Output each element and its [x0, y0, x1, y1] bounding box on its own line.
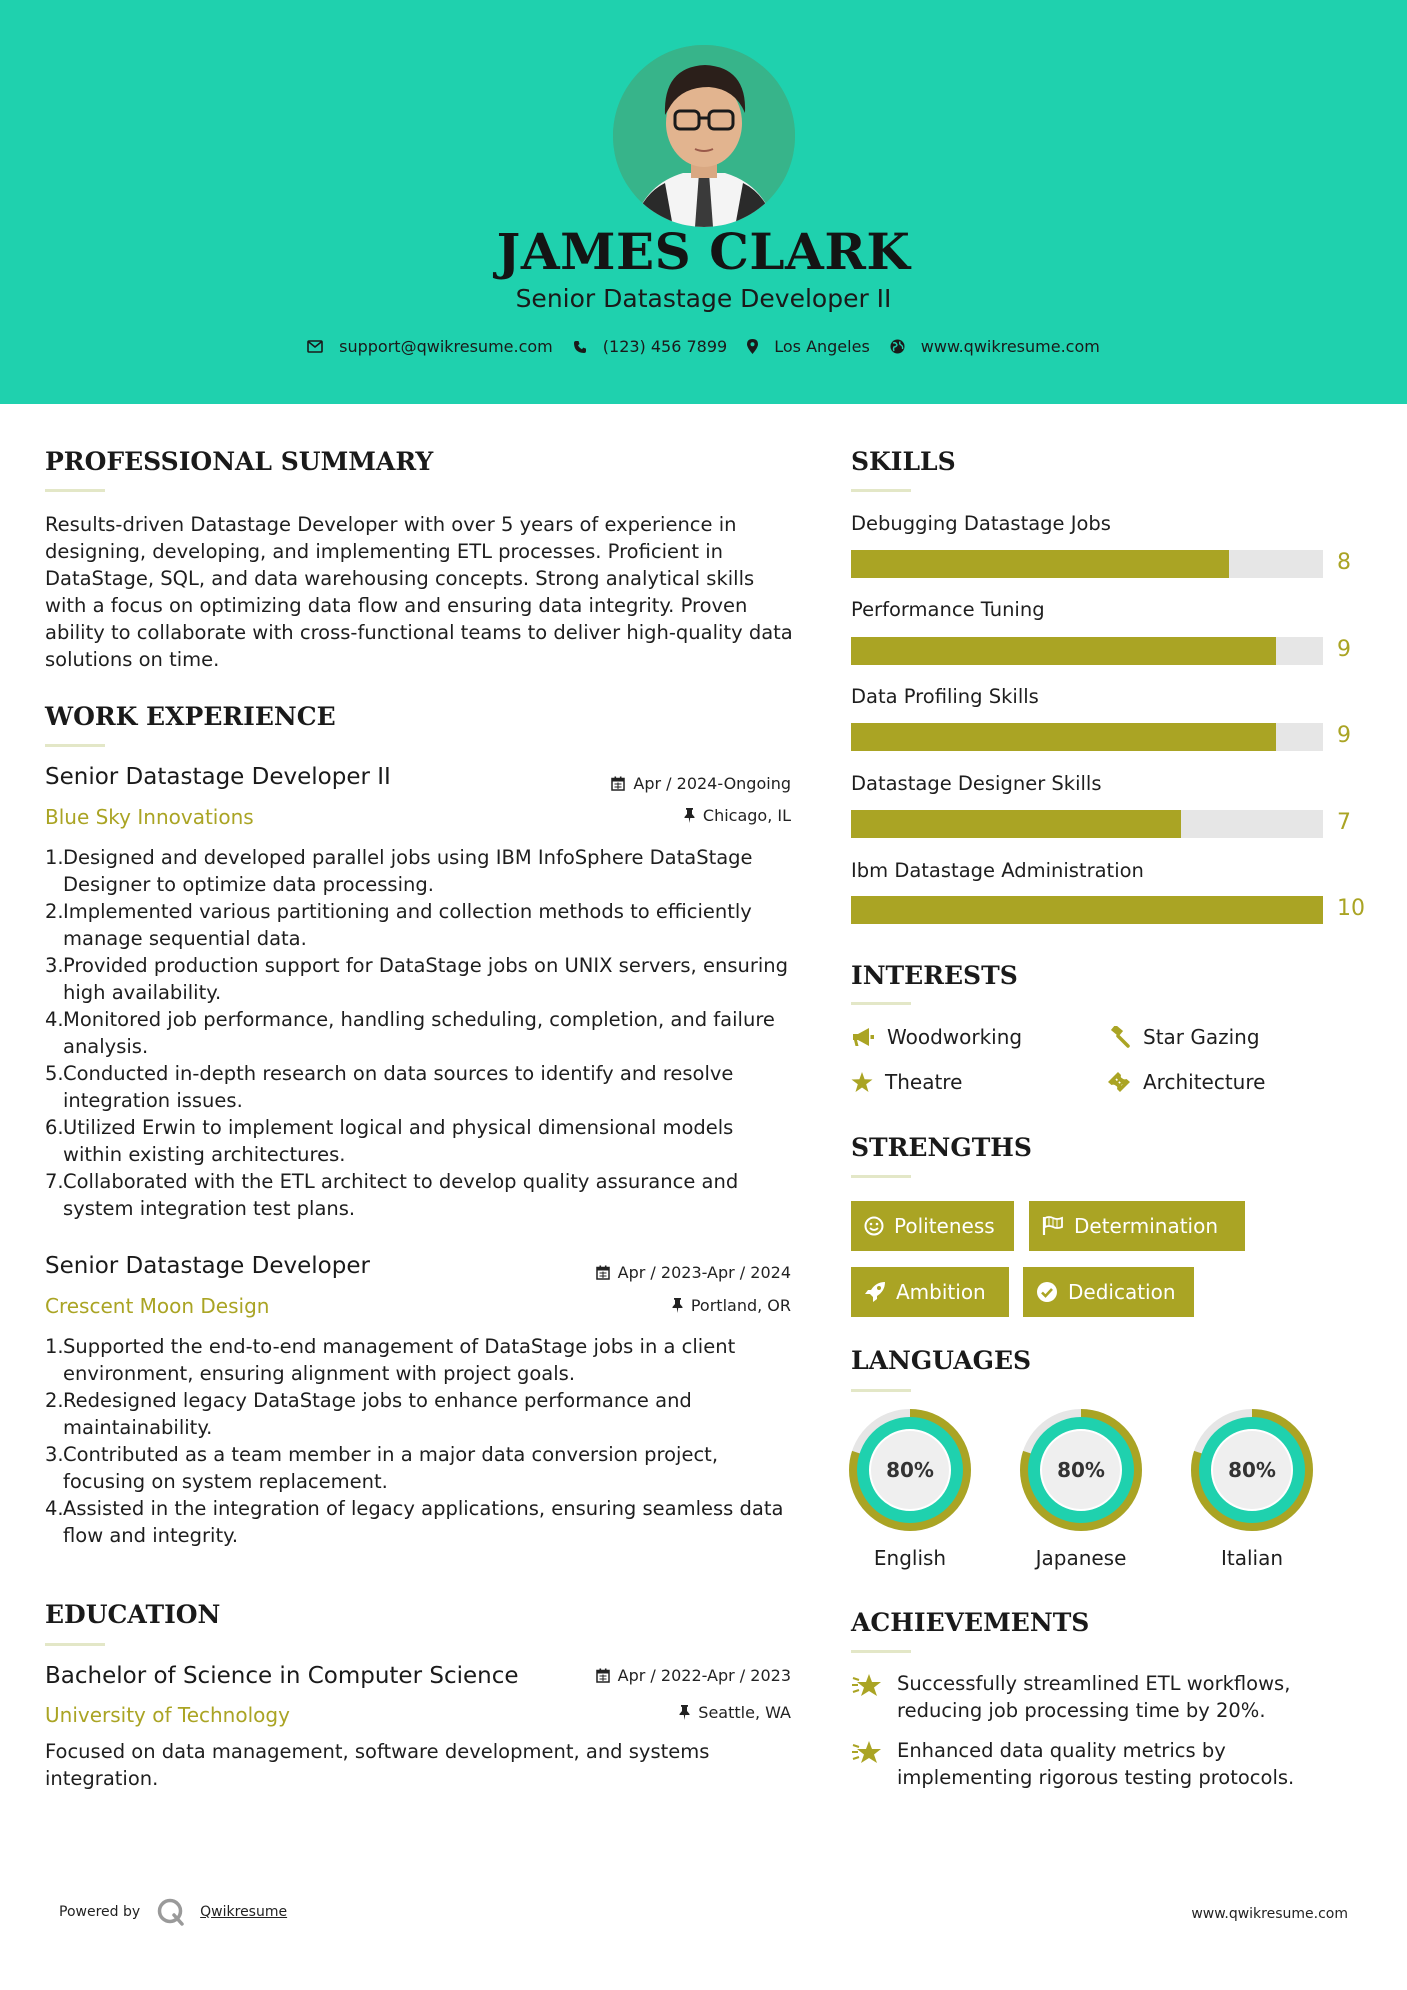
skill-value: 7: [1337, 810, 1351, 835]
calendar-icon: [596, 1265, 610, 1280]
skill-bar: [851, 550, 1323, 578]
education-description: Focused on data management, software development, and systems integration.: [45, 1740, 710, 1790]
map-marker-icon: [747, 339, 758, 354]
skill-value: 8: [1337, 550, 1351, 575]
contact-phone[interactable]: [573, 337, 727, 356]
skills-underline: [851, 489, 911, 492]
skill-bar: [851, 896, 1323, 924]
job-dates: [545, 774, 791, 793]
job-location-text: Chicago, IL: [702, 806, 791, 825]
calendar-icon: [611, 776, 625, 791]
interests-underline: [851, 1002, 911, 1005]
education-underline: [45, 1643, 105, 1646]
smile-icon: [864, 1216, 884, 1236]
list-item: 2. Implemented various partitioning and collection methods to efficiently manage sequential data.: [45, 900, 752, 950]
skill-name: Performance Tuning: [851, 598, 1045, 621]
contact-location-text: Los Angeles: [774, 337, 870, 356]
school-name: University of Technology: [45, 1703, 290, 1727]
skill-name: Ibm Datastage Administration: [851, 859, 1144, 882]
skill-value: 9: [1337, 637, 1351, 662]
interest-item: Woodworking: [851, 1025, 1022, 1049]
education-location-text: Seattle, WA: [698, 1703, 791, 1722]
strengths-underline: [851, 1175, 911, 1178]
summary-text: Results-driven Datastage Developer with over 5 years of experience in designing, developing, and implementing ETL processes. Proficient in DataStage, SQL, and data warehousing concepts. Strong analytical skills with a focus on optimizing data flow and ensuring data integrity. Proven ability to collaborate with cross-functional teams to deliver high-quality data solutions on time.: [45, 513, 793, 671]
list-item: 4. Assisted in the integration of legacy applications, ensuring seamless data flow and integrity.: [45, 1497, 784, 1547]
skill-bar: [851, 723, 1323, 751]
education-location: [545, 1703, 791, 1722]
job-location-text: Portland, OR: [690, 1296, 791, 1315]
pushpin-icon: [679, 1705, 690, 1720]
achievement-item: Enhanced data quality metrics by implementing rigorous testing protocols.: [851, 1737, 1351, 1791]
profile-photo: [613, 45, 795, 227]
job-dates-text: Apr / 2024-Ongoing: [633, 774, 791, 793]
skill-name: Data Profiling Skills: [851, 685, 1039, 708]
contact-website[interactable]: [890, 337, 1100, 356]
phone-icon: [573, 340, 587, 354]
bullhorn-icon: [851, 1027, 875, 1047]
job-title: Senior Datastage Developer: [45, 1253, 370, 1279]
interest-item: Architecture: [1107, 1070, 1265, 1094]
pushpin-icon: [684, 808, 695, 823]
star-icon: [851, 1072, 873, 1093]
rocket-icon: [864, 1281, 886, 1303]
experience-heading: WORK EXPERIENCE: [45, 702, 336, 731]
qwikresume-logo-icon: [156, 1897, 186, 1927]
language-ring: [849, 1409, 971, 1531]
achievements-heading: ACHIEVEMENTS: [851, 1608, 1090, 1637]
list-item: 6. Utilized Erwin to implement logical and physical dimensional models within existing architectures.: [45, 1116, 734, 1166]
job-location: [545, 806, 791, 825]
contact-location: [747, 337, 870, 356]
globe-icon: [890, 339, 905, 354]
powered-by: [59, 1897, 287, 1927]
list-item: 3. Contributed as a team member in a major data conversion project, focusing on system replacement.: [45, 1443, 719, 1493]
skill-bar: [851, 637, 1323, 665]
education-heading: EDUCATION: [45, 1600, 221, 1629]
language-name: Japanese: [1035, 1546, 1127, 1570]
skill-name: Debugging Datastage Jobs: [851, 512, 1111, 535]
list-item: 1. Supported the end-to-end management of DataStage jobs in a client environment, ensuring alignment with project goals.: [45, 1335, 736, 1385]
language-percent: 80%: [1057, 1458, 1105, 1482]
contact-email-text: support@qwikresume.com: [339, 337, 553, 356]
candidate-name: JAMES CLARK: [496, 222, 911, 281]
list-item: 2. Redesigned legacy DataStage jobs to enhance performance and maintainability.: [45, 1389, 692, 1439]
resume-header: [0, 0, 1407, 404]
language-name: Italian: [1220, 1546, 1284, 1570]
company-name: Crescent Moon Design: [45, 1294, 270, 1318]
strength-chip: Politeness: [851, 1201, 1014, 1251]
contact-email[interactable]: [307, 337, 553, 356]
strengths-heading: STRENGTHS: [851, 1133, 1032, 1162]
education-dates-text: Apr / 2022-Apr / 2023: [617, 1666, 791, 1685]
job-location: [545, 1296, 791, 1315]
skill-bar-fill: [851, 896, 1323, 924]
language-ring: [1191, 1409, 1313, 1531]
powered-by-text: Powered by: [59, 1904, 141, 1920]
experience-underline: [45, 744, 105, 747]
job-title: Senior Datastage Developer II: [45, 764, 391, 790]
skill-value: 9: [1337, 723, 1351, 748]
job-dates-text: Apr / 2023-Apr / 2024: [617, 1263, 791, 1282]
skill-bar-fill: [851, 723, 1276, 751]
footer-url[interactable]: www.qwikresume.com: [1191, 1906, 1348, 1922]
candidate-title: Senior Datastage Developer II: [515, 284, 892, 313]
contact-bar: [0, 337, 1407, 356]
language-ring: [1020, 1409, 1142, 1531]
skill-bar-fill: [851, 550, 1229, 578]
list-item: 1. Designed and developed parallel jobs using IBM InfoSphere DataStage Designer to optimize data processing.: [45, 846, 753, 896]
interest-item: Theatre: [851, 1070, 962, 1094]
envelope-icon: [307, 340, 323, 353]
contact-phone-text: (123) 456 7899: [602, 337, 728, 356]
skill-bar: [851, 810, 1323, 838]
qwikresume-link[interactable]: Qwikresume: [200, 1904, 288, 1920]
strength-chip: Ambition: [851, 1267, 1009, 1317]
language-name: English: [873, 1546, 947, 1570]
interests-heading: INTERESTS: [851, 961, 1018, 990]
trophy-star-icon: [851, 1739, 885, 1767]
interest-item: Star Gazing: [1107, 1025, 1260, 1049]
strength-chip: Dedication: [1023, 1267, 1194, 1317]
contact-website-text: www.qwikresume.com: [920, 337, 1100, 356]
languages-underline: [851, 1389, 911, 1392]
skills-heading: SKILLS: [851, 447, 956, 476]
achievements-underline: [851, 1650, 911, 1653]
pushpin-icon: [672, 1298, 683, 1313]
language-percent: 80%: [1228, 1458, 1276, 1482]
check-circle-icon: [1036, 1281, 1058, 1303]
summary-heading: PROFESSIONAL SUMMARY: [45, 447, 434, 476]
company-name: Blue Sky Innovations: [45, 805, 254, 829]
skill-value: 10: [1337, 896, 1365, 921]
languages-heading: LANGUAGES: [851, 1346, 1032, 1375]
degree-title: Bachelor of Science in Computer Science: [45, 1663, 519, 1689]
strength-chip: Determination: [1029, 1201, 1245, 1251]
gavel-icon: [1107, 1026, 1131, 1048]
job-responsibilities: [45, 1333, 797, 1549]
skill-bar-fill: [851, 810, 1181, 838]
list-item: 7. Collaborated with the ETL architect to develop quality assurance and system integration test plans.: [45, 1170, 739, 1220]
flag-icon: [1042, 1216, 1064, 1236]
education-dates: [545, 1666, 791, 1685]
calendar-icon: [596, 1668, 610, 1683]
skill-bar-fill: [851, 637, 1276, 665]
job-dates: [545, 1263, 791, 1282]
achievement-item: Successfully streamlined ETL workflows, reducing job processing time by 20%.: [851, 1670, 1351, 1724]
ticket-icon: [1107, 1071, 1131, 1093]
trophy-star-icon: [851, 1672, 885, 1700]
list-item: 3. Provided production support for DataStage jobs on UNIX servers, ensuring high availability.: [45, 954, 789, 1004]
skill-name: Datastage Designer Skills: [851, 772, 1102, 795]
language-percent: 80%: [886, 1458, 934, 1482]
summary-underline: [45, 489, 105, 492]
job-responsibilities: [45, 844, 797, 1222]
list-item: 5. Conducted in-depth research on data sources to identify and resolve integration issues.: [45, 1062, 734, 1112]
list-item: 4. Monitored job performance, handling scheduling, completion, and failure analysis.: [45, 1008, 775, 1058]
